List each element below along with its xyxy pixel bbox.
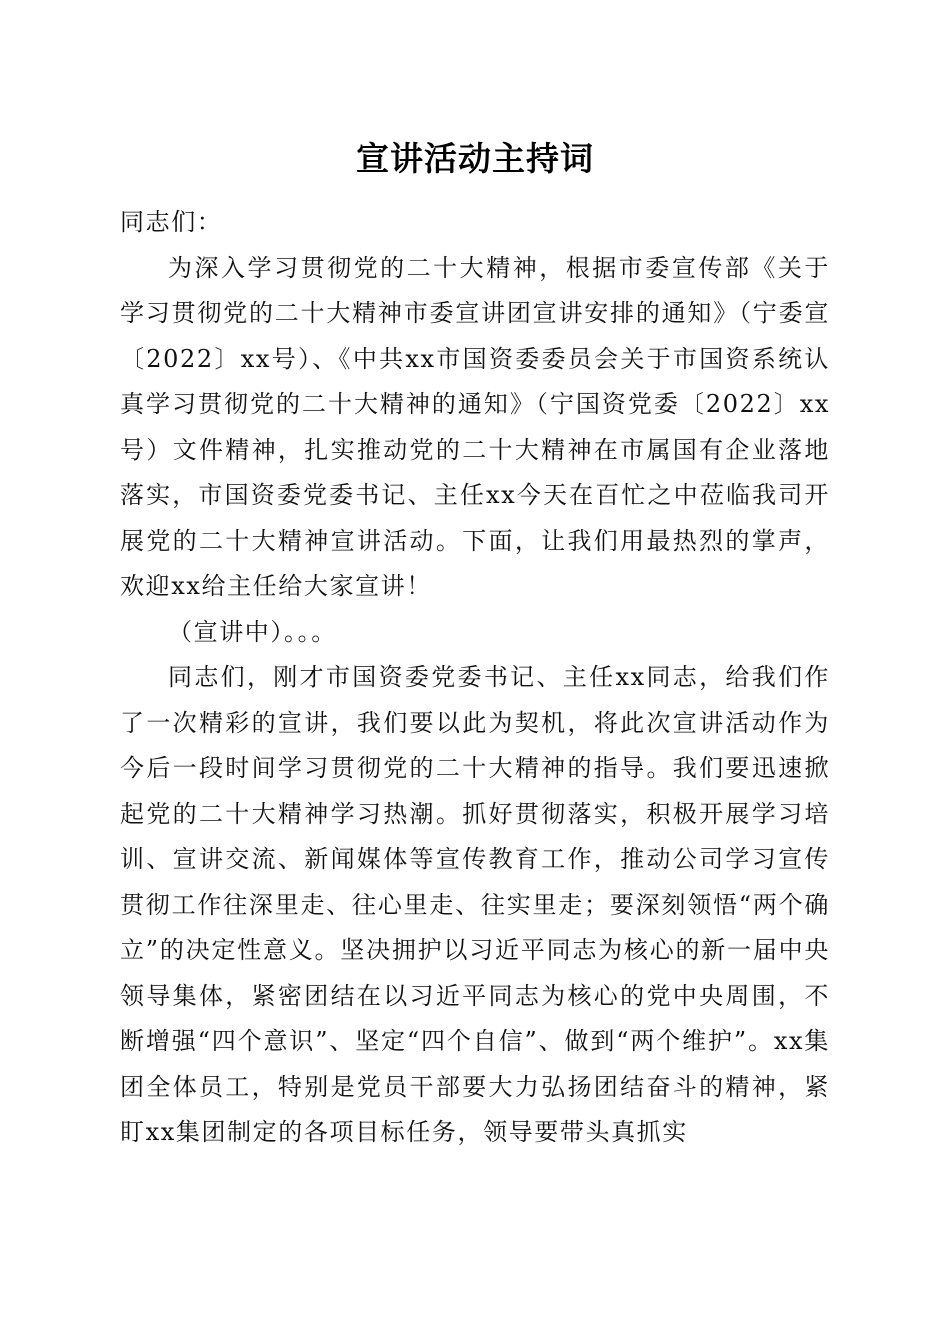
salutation: 同志们： [120, 208, 223, 236]
paragraph-intro: 为深入学习贯彻党的二十大精神，根据市委宣传部《关于学习贯彻党的二十大精神市委宣讲团宣讲安排的通知》（宁委宣〔2022〕xx号）、《中共xx市国资委委员会关于市国资系统认真学习贯彻党的二十大精神的通知》（宁国资党委〔2022〕xx号）文件精神，扎实推动党的二十大精神在市属国有企业落地落实，市国资委党委书记、主任xx今天在百忙之中莅临我司开展党的二十大精神宣讲活动。下面，让我们用最热烈的掌声，欢迎xx给主任给大家宣讲！ [120, 253, 830, 600]
paragraph-closing: 同志们，刚才市国资委党委书记、主任xx同志，给我们作了一次精彩的宣讲，我们要以此为契机，将此次宣讲活动作为今后一段时间学习贯彻党的二十大精神的指导。我们要迅速掀起党的二十大精神学习热潮。抓好贯彻落实，积极开展学习培训、宣讲交流、新闻媒体等宣传教育工作，推动公司学习宣传贯彻工作往深里走、往心里走、往实里走；要深刻领悟“两个确立”的决定性意义。坚决拥护以习近平同志为核心的新一届中央领导集体，紧密团结在以习近平同志为核心的党中央周围，不断增强“四个意识”、坚定“四个自信”、做到“两个维护”。xx集团全体员工，特别是党员干部要大力弘扬团结奋斗的精神，紧盯xx集团制定的各项目标任务，领导要带头真抓实 [120, 663, 830, 1146]
paragraph-in-progress: （宣讲中）。。。 [168, 617, 337, 646]
document-title: 宣讲活动主持词 [356, 139, 594, 178]
document-body [120, 200, 830, 1156]
